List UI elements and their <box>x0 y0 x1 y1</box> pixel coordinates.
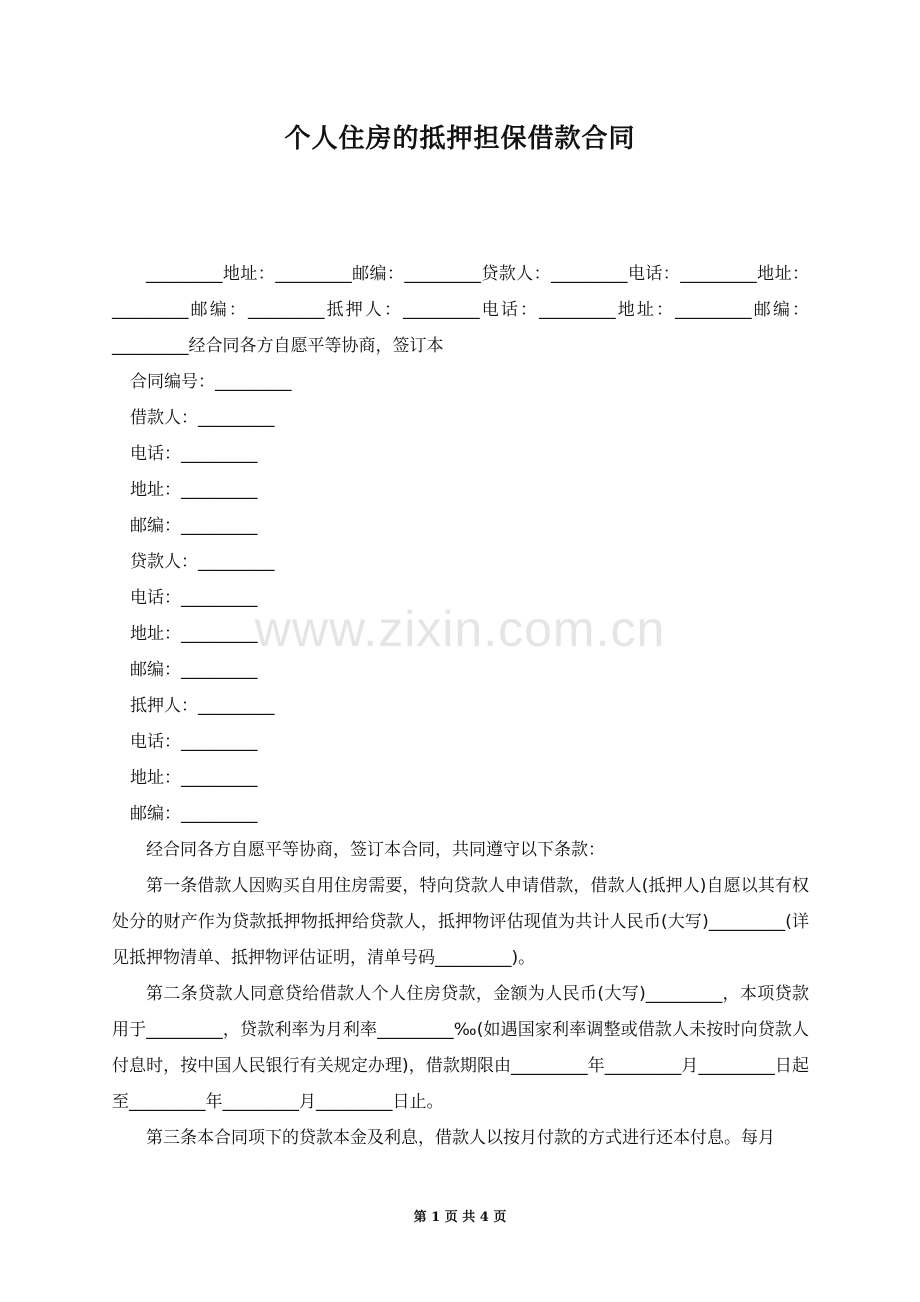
page-footer: 第 1 页 共 4 页 <box>413 1210 507 1225</box>
field-borrower-postcode: 邮编：_________ <box>130 516 258 536</box>
field-mortgagor-address: 地址：_________ <box>130 768 258 788</box>
field-borrower-phone: 电话：_________ <box>130 444 258 464</box>
field-borrower-address: 地址：_________ <box>130 480 258 500</box>
field-lender: 贷款人：_________ <box>130 552 275 572</box>
field-borrower: 借款人：_________ <box>130 408 275 428</box>
watermark: www.zixin.com.cn <box>254 601 666 657</box>
field-mortgagor-postcode: 邮编：_________ <box>130 804 258 824</box>
field-mortgagor: 抵押人：_________ <box>130 696 275 716</box>
article-2: 第二条贷款人同意贷给借款人个人住房贷款，金额为人民币(大写)_________，本项贷款用于_________，贷款利率为月利率_________‰(如遇国家利率调整或借款人未按时向贷款人付息时，按中国人民银行有关规定办理)，借款期限由_________年_________月_________日起至_________年_________月_________日止。 <box>112 984 809 1112</box>
field-contract-number: 合同编号：_________ <box>130 372 292 392</box>
field-mortgagor-phone: 电话：_________ <box>130 732 258 752</box>
agreement-paragraph: 经合同各方自愿平等协商，签订本合同，共同遵守以下条款： <box>146 840 605 860</box>
document-title: 个人住房的抵押担保借款合同 <box>284 124 636 154</box>
article-3: 第三条本合同项下的贷款本金及利息，借款人以按月付款的方式进行还本付息。每月 <box>146 1128 775 1148</box>
field-lender-address: 地址：_________ <box>130 624 258 644</box>
document-body <box>112 256 809 1156</box>
article-1: 第一条借款人因购买自用住房需要，特向贷款人申请借款，借款人(抵押人)自愿以其有权处分的财产作为贷款抵押物抵押给贷款人，抵押物评估现值为共计人民币(大写)_________(详见抵押物清单、抵押物评估证明，清单号码_________)。 <box>112 876 809 968</box>
field-lender-phone: 电话：_________ <box>130 588 258 608</box>
field-lender-postcode: 邮编：_________ <box>130 660 258 680</box>
intro-paragraph: _________地址：_________邮编：_________贷款人：_________电话：_________地址：_________邮编：_________抵押人：_________电话：_________地址：_________邮编：_________经合同各方自愿平等协商，签订本 <box>112 264 809 356</box>
